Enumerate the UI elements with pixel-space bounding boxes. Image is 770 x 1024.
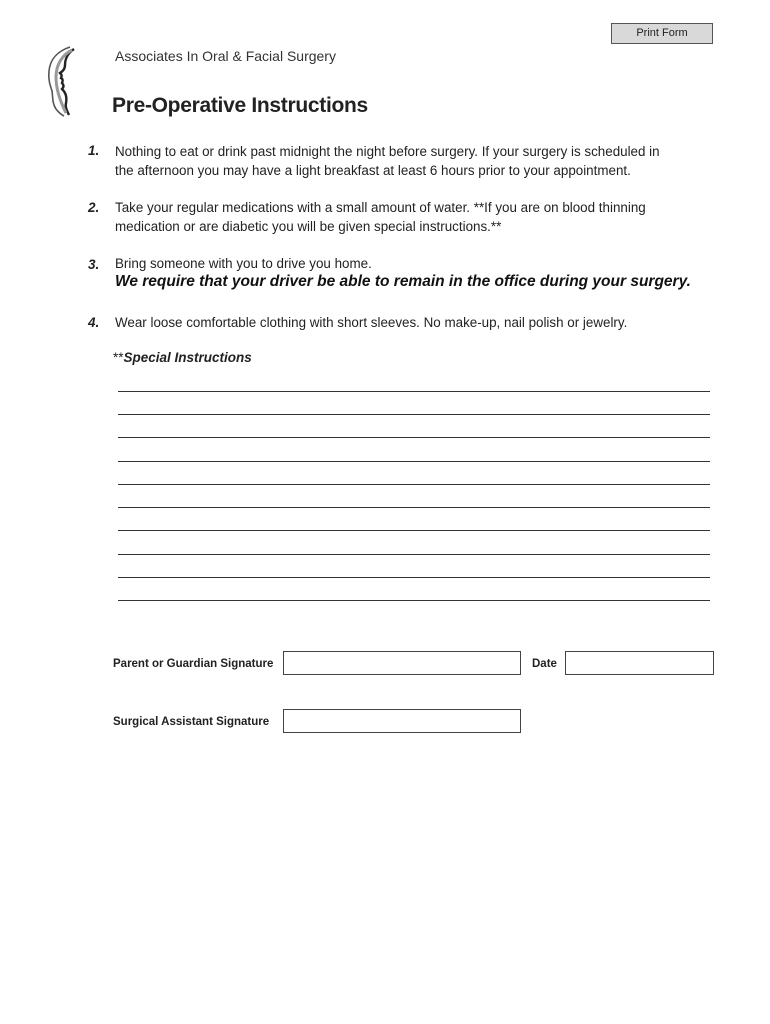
profile-silhouette-icon [40,45,80,117]
date-field[interactable] [565,651,714,675]
special-instructions-line[interactable] [118,577,710,578]
item-number: 3. [88,257,100,272]
organization-name: Associates In Oral & Facial Surgery [115,48,336,64]
page-title: Pre-Operative Instructions [112,94,368,117]
instruction-3: Bring someone with you to drive you home. [115,256,372,271]
special-instructions-line[interactable] [118,507,710,508]
instruction-1 [115,142,715,180]
driver-requirement: We require that your driver be able to remain in the office during your surgery. [115,273,691,290]
parent-signature-field[interactable] [283,651,521,675]
parent-signature-label: Parent or Guardian Signature [113,658,274,670]
instruction-4: Wear loose comfortable clothing with short sleeves. No make-up, nail polish or jewelry. [115,315,628,330]
special-instructions-line[interactable] [118,414,710,415]
special-instructions-line[interactable] [118,461,710,462]
special-instructions-heading [113,350,252,365]
item-number: 1. [88,143,100,158]
instruction-2 [115,198,715,236]
special-prefix: ** [113,350,124,365]
instruction-line: Take your regular medications with a small amount of water. **If you are on blood thinning [115,200,646,215]
item-number: 2. [88,200,100,215]
date-label: Date [532,658,557,670]
special-instructions-line[interactable] [118,554,710,555]
assistant-signature-field[interactable] [283,709,521,733]
special-instructions-line[interactable] [118,437,710,438]
print-form-button[interactable]: Print Form [611,23,713,44]
special-label: Special Instructions [123,350,252,365]
special-instructions-line[interactable] [118,484,710,485]
assistant-signature-label: Surgical Assistant Signature [113,716,270,728]
special-instructions-line[interactable] [118,391,710,392]
special-instructions-line[interactable] [118,530,710,531]
item-number: 4. [88,315,100,330]
instruction-line: medication or are diabetic you will be given special instructions.** [115,219,502,234]
special-instructions-line[interactable] [118,600,710,601]
instruction-line: Nothing to eat or drink past midnight the night before surgery. If your surgery is scheduled in [115,144,660,159]
instruction-line: the afternoon you may have a light breakfast at least 6 hours prior to your appointment. [115,163,631,178]
